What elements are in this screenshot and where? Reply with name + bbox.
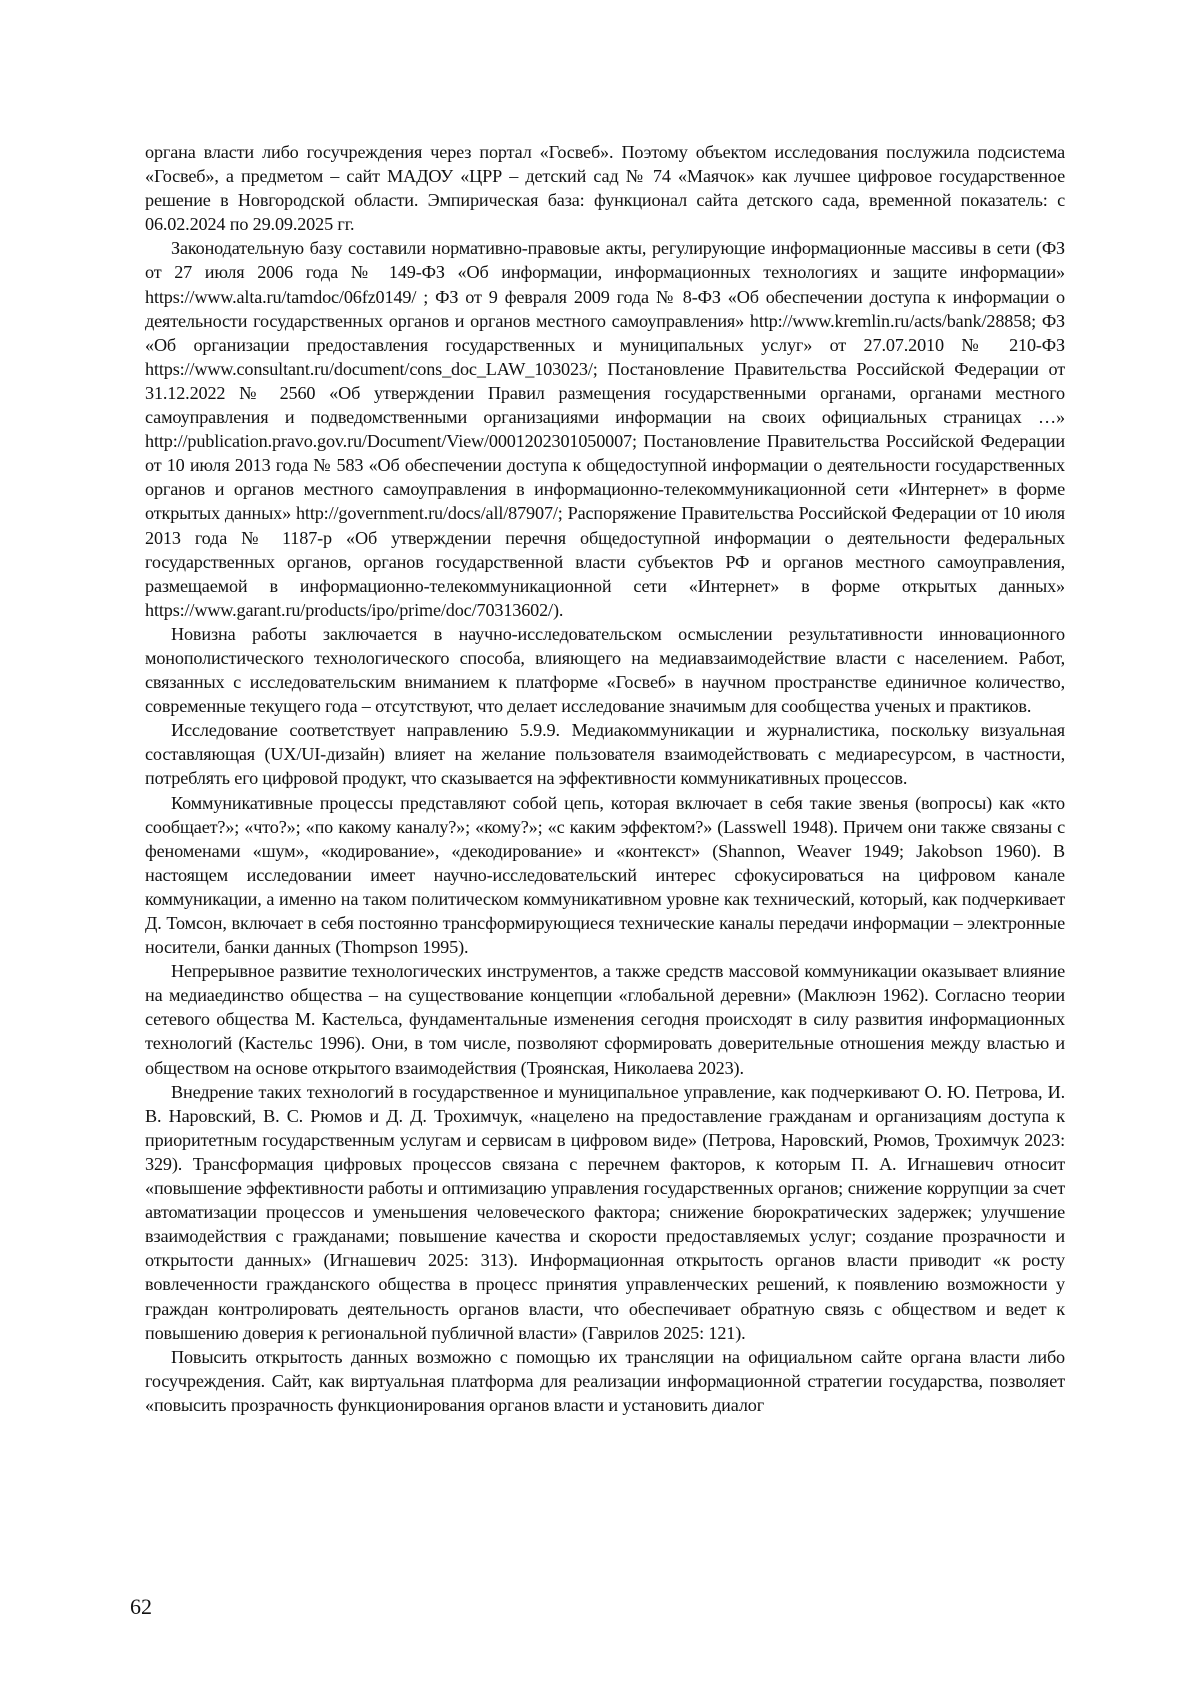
paragraph-technology-development: Непрерывное развитие технологических инструментов, а также средств массовой коммуникации оказывает влияние на медиаединство общества – на существование концепции «глобальной деревни» (Маклюэн 1962). Согласно теории сетевого общества М. Кастельса, фундаментальные изменения сегодня происходят в силу развития информационных технологий (Кастельс 1996). Они, в том числе, позволяют сформировать доверительные отношения между властью и обществом на основе открытого взаимодействия (Троянская, Николаева 2023). xyxy=(145,961,1065,1078)
paragraph-implementation: Внедрение таких технологий в государственное и муниципальное управление, как подчеркивают О. Ю. Петрова, И. В. Наровский, В. С. Рюмов и Д. Д. Трохимчук, «нацелено на предоставление гражданам и организациям доступа к приоритетным государственным услугам и сервисам в цифровом виде» (Петрова, Наровский, Рюмов, Трохимчук 2023: 329). Трансформация цифровых процессов связана с перечнем факторов, к которым П. А. Игнашевич относит «повышение эффективности работы и оптимизацию управления государственных органов; снижение коррупции за счет автоматизации процессов и уменьшения человеческого фактора; снижение бюрократических задержек; улучшение взаимодействия с гражданами; повышение качества и скорости предоставляемых услуг; создание прозрачности и открытости данных» (Игнашевич 2025: 313). Информационная открытость органов власти приводит «к росту вовлеченности гражданского общества в процесс принятия управленческих решений, к появлению возможности у граждан контролировать деятельность органов власти, что обеспечивает обратную связь с обществом и ведет к повышению доверия к региональной публичной власти» (Гаврилов 2025: 121). xyxy=(145,1081,1065,1343)
paragraph-specialty: Исследование соответствует направлению 5.9.9. Медиакоммуникации и журналистика, поскольку визуальная составляющая (UX/UI-дизайн) влияет на желание пользователя взаимодействовать с медиаресурсом, в частности, потреблять его цифровой продукт, что сказывается на эффективности коммуникативных процессов. xyxy=(145,720,1065,789)
body-text xyxy=(145,140,1065,1417)
page-number: 62 xyxy=(130,1594,152,1619)
paragraph-novelty: Новизна работы заключается в научно-исследовательском осмыслении результативности инновационного монополистического технологического способа, влияющего на медиавзаимодействие власти с населением. Работ, связанных с исследовательским вниманием к платформе «Госвеб» в научном пространстве единичное количество, современные текущего года – отсутствуют, что делает исследование значимым для сообщества ученых и практиков. xyxy=(145,623,1065,717)
paragraph-communication-processes: Коммуникативные процессы представляют собой цепь, которая включает в себя такие звенья (вопросы) как «кто сообщает?»; «что?»; «по какому каналу?»; «кому?»; «с каким эффектом?» (Lasswell 1948). Причем они также связаны с феноменами «шум», «кодирование», «декодирование» и «контекст» (Shannon, Weaver 1949; Jakobson 1960). В настоящем исследовании имеет научно-исследовательский интерес сфокусироваться на цифровом канале коммуникации, а именно на таком политическом коммуникативном уровне как технический, который, как подчеркивает Д. Томсон, включает в себя постоянно трансформирующиеся технические каналы передачи информации – электронные носители, банки данных (Thompson 1995). xyxy=(145,792,1066,958)
paragraph-legal-base: Законодательную базу составили нормативно-правовые акты, регулирующие информационные массивы в сети (ФЗ от 27 июля 2006 года № 149-ФЗ «Об информации, информационных технологиях и защите информации» https://www.alta.ru/tamdoc/06fz0149/ ; ФЗ от 9 февраля 2009 года № 8-ФЗ «Об обеспечении доступа к информации о деятельности государственных органов и органов местного самоуправления» http://www.kremlin.ru/acts/bank/28858; ФЗ «Об организации предоставления государственных и муниципальных услуг» от 27.07.2010 № 210-ФЗ https://www.consultant.ru/document/cons_doc_LAW_103023/; Постановление Правительства Российской Федерации от 31.12.2022 № 2560 «Об утверждении Правил размещения государственными органами, органами местного самоуправления и подведомственными организациями информации на своих официальных страницах …» http://publication.pravo.gov.ru/Document/View/0001202301050007; Постановление Правительства Российской Федерации от 10 июля 2013 года № 583 «Об обеспечении доступа к общедоступной информации о деятельности государственных органов и органов местного самоуправления в информационно-телекоммуникационной сети «Интернет» в форме открытых данных» http://government.ru/docs/all/87907/; Распоряжение Правительства Российской Федерации от 10 июля 2013 года № 1187-р «Об утверждении перечня общедоступной информации о деятельности федеральных государственных органов, органов государственной власти субъектов РФ и органов местного самоуправления, размещаемой в информационно-телекоммуникационной сети «Интернет» в форме открытых данных» https://www.garant.ru/products/ipo/prime/doc/70313602/). xyxy=(145,238,1065,620)
paragraph-openness: Повысить открытость данных возможно с помощью их трансляции на официальном сайте органа власти либо госучреждения. Сайт, как виртуальная платформа для реализации информационной стратегии государства, позволяет «повысить прозрачность функционирования органов власти и установить диалог xyxy=(145,1346,1065,1415)
paragraph-continuation: органа власти либо госучреждения через портал «Госвеб». Поэтому объектом исследования послужила подсистема «Госвеб», а предметом – сайт МАДОУ «ЦРР – детский сад № 74 «Маячок» как лучшее цифровое государственное решение в Новгородской области. Эмпирическая база: функционал сайта детского сада, временной показатель: с 06.02.2024 по 29.09.2025 гг. xyxy=(145,142,1065,235)
